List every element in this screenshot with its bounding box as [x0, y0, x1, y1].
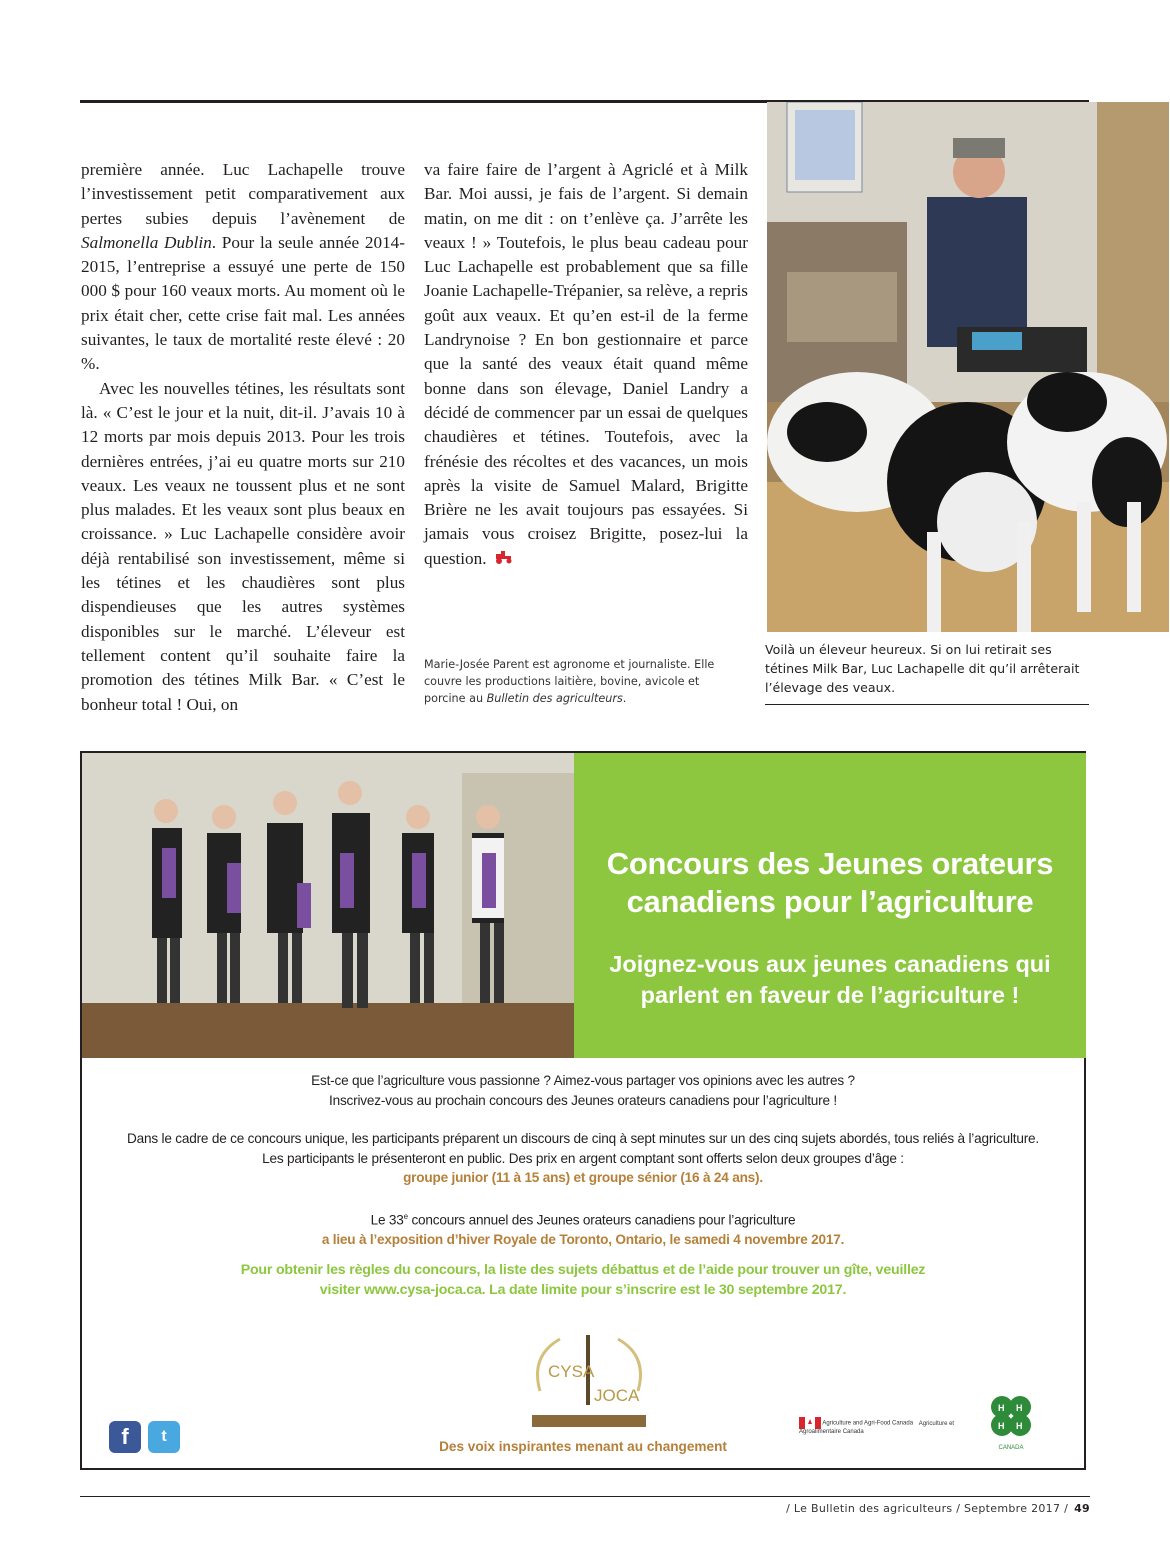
article-column-2 — [424, 158, 748, 573]
page-folio: / Le Bulletin des agriculteurs / Septembre 2017 / 49 — [786, 1502, 1090, 1515]
photo-caption: Voilà un éleveur heureux. Si on lui retirait ses tétines Milk Bar, Luc Lachapelle dit qu’il arrêterait l’élevage des veaux. — [765, 642, 1080, 695]
svg-text:H: H — [998, 1421, 1005, 1431]
footer-rule — [80, 1496, 1090, 1497]
ad-subtitle: Joignez-vous aux jeunes canadiens qui parlent en faveur de l’agriculture ! — [609, 951, 1051, 1008]
twitter-icon[interactable]: t — [148, 1421, 180, 1453]
logo-joca: JOCA — [594, 1386, 640, 1405]
caption-rule — [765, 704, 1089, 705]
aafc-logo: Agriculture and Agri-Food Canada Agriculture et Agroalimentaire Canada — [799, 1417, 969, 1439]
paragraph-2: Avec les nouvelles tétines, les résultats sont là. « C’est le jour et la nuit, dit-il. J’avais 10 à 12 morts par mois depuis 2013. Pour les trois dernières entrées, j’ai eu quatre morts sur 210 veaux. Les veaux ne toussent plus et ne sont plus malades. Et les veaux sont plus beaux en croissance. » Luc Lachapelle considère avoir déjà rentabilisé son investissement, même si les tétines et les chaudières sont plus dispendieuses que les autres systèmes disponibles sur le marché. L’éleveur est tellement content qu’il souhaite faire la promotion des tétines Milk Bar. « C’est le bonheur total ! Oui, on — [81, 378, 405, 714]
top-rule — [80, 100, 767, 103]
ad-body: Est-ce que l’agriculture vous passionne ? Aimez-vous partager vos opinions avec les autres ? Inscrivez-vous au prochain concours des Jeunes orateurs canadiens pour l’agriculture ! Dans le cadre de ce concours unique, les participants préparent un discours de cinq à sept minutes sur un des cinq sujets abordés, tous reliés à l’agriculture. Les participants le présenteront en public. Des prix en argent comptant sont offerts selon deux groupes d’âge : groupe junior (11 à 15 ans) et groupe sénior (16 à 24 ans). Le 33e concours annuel des Jeunes orateurs canadiens pour l’agriculture a lieu à l’exposition d’hiver Royale de Toronto, Ontario, le samedi 4 novembre 2017. Pour obtenir les règles du concours, la liste des sujets débattus et de l’aide pour trouver un gîte, veuillez visiter www.cysa-joca.ca. La date limite pour s’inscrire est le 30 septembre 2017. — [127, 1073, 1039, 1298]
svg-text:H: H — [1016, 1421, 1023, 1431]
facebook-icon[interactable]: f — [109, 1421, 141, 1453]
paragraph-1: première année. Luc Lachapelle trouve l’investissement petit comparativement aux pertes subies depuis l’avènement de Salmonella Dublin. Pour la seule année 2014-2015, l’entreprise a essuyé une perte de 150 000 $ pour 160 veaux morts. Au moment où le prix était cher, cette crise fait mal. Les années suivantes, le taux de mortalité reste élevé : 20 %. — [81, 160, 405, 374]
farmer-calves-photo — [767, 102, 1169, 632]
ad-title: Concours des Jeunes orateurs canadiens pour l’agriculture — [606, 846, 1054, 919]
cysa-advertisement — [80, 751, 1086, 1470]
ad-tagline: Des voix inspirantes menant au changement — [439, 1439, 727, 1454]
logo-cysa: CYSA — [548, 1362, 595, 1381]
svg-text:H: H — [1016, 1403, 1023, 1413]
paragraph-3: va faire faire de l’argent à Agriclé et à Milk Bar. Moi aussi, je fais de l’argent. Si demain matin, on me dit : on t’enlève ça. J’arrête les veaux ! » Toutefois, le plus beau cadeau pour Luc Lachapelle est probablement que sa fille Joanie Lachapelle-Trépanier, sa relève, a repris goût aux veaux. Et qu’en est-il de la ferme Landrynoise ? En bon gestionnaire et parce que la santé des veaux était quand même bonne dans son élevage, Daniel Landry a décidé de commencer par un essai de quelques chaudières et tétines. Toutefois, avec la frénésie des récoltes et des vacances, un mois après la visite de Samuel Malard, Brigitte Brière ne les avait toujours pas essayées. Si jamais vous croisez Brigitte, posez-lui la question. — [424, 158, 748, 573]
ad-headline-panel — [574, 753, 1086, 1058]
author-bio: Marie-Josée Parent est agronome et journaliste. Elle couvre les productions laitière, bovine, avicole et porcine au Bulletin des agriculteurs. — [424, 658, 715, 705]
cysa-joca-logo — [520, 1331, 658, 1441]
svg-text:H: H — [998, 1403, 1005, 1413]
page-number: 49 — [1074, 1502, 1090, 1515]
youth-speakers-photo — [82, 753, 574, 1058]
article-column-1 — [81, 158, 405, 717]
tractor-icon — [495, 549, 513, 573]
clover-label: CANADA — [998, 1445, 1024, 1451]
